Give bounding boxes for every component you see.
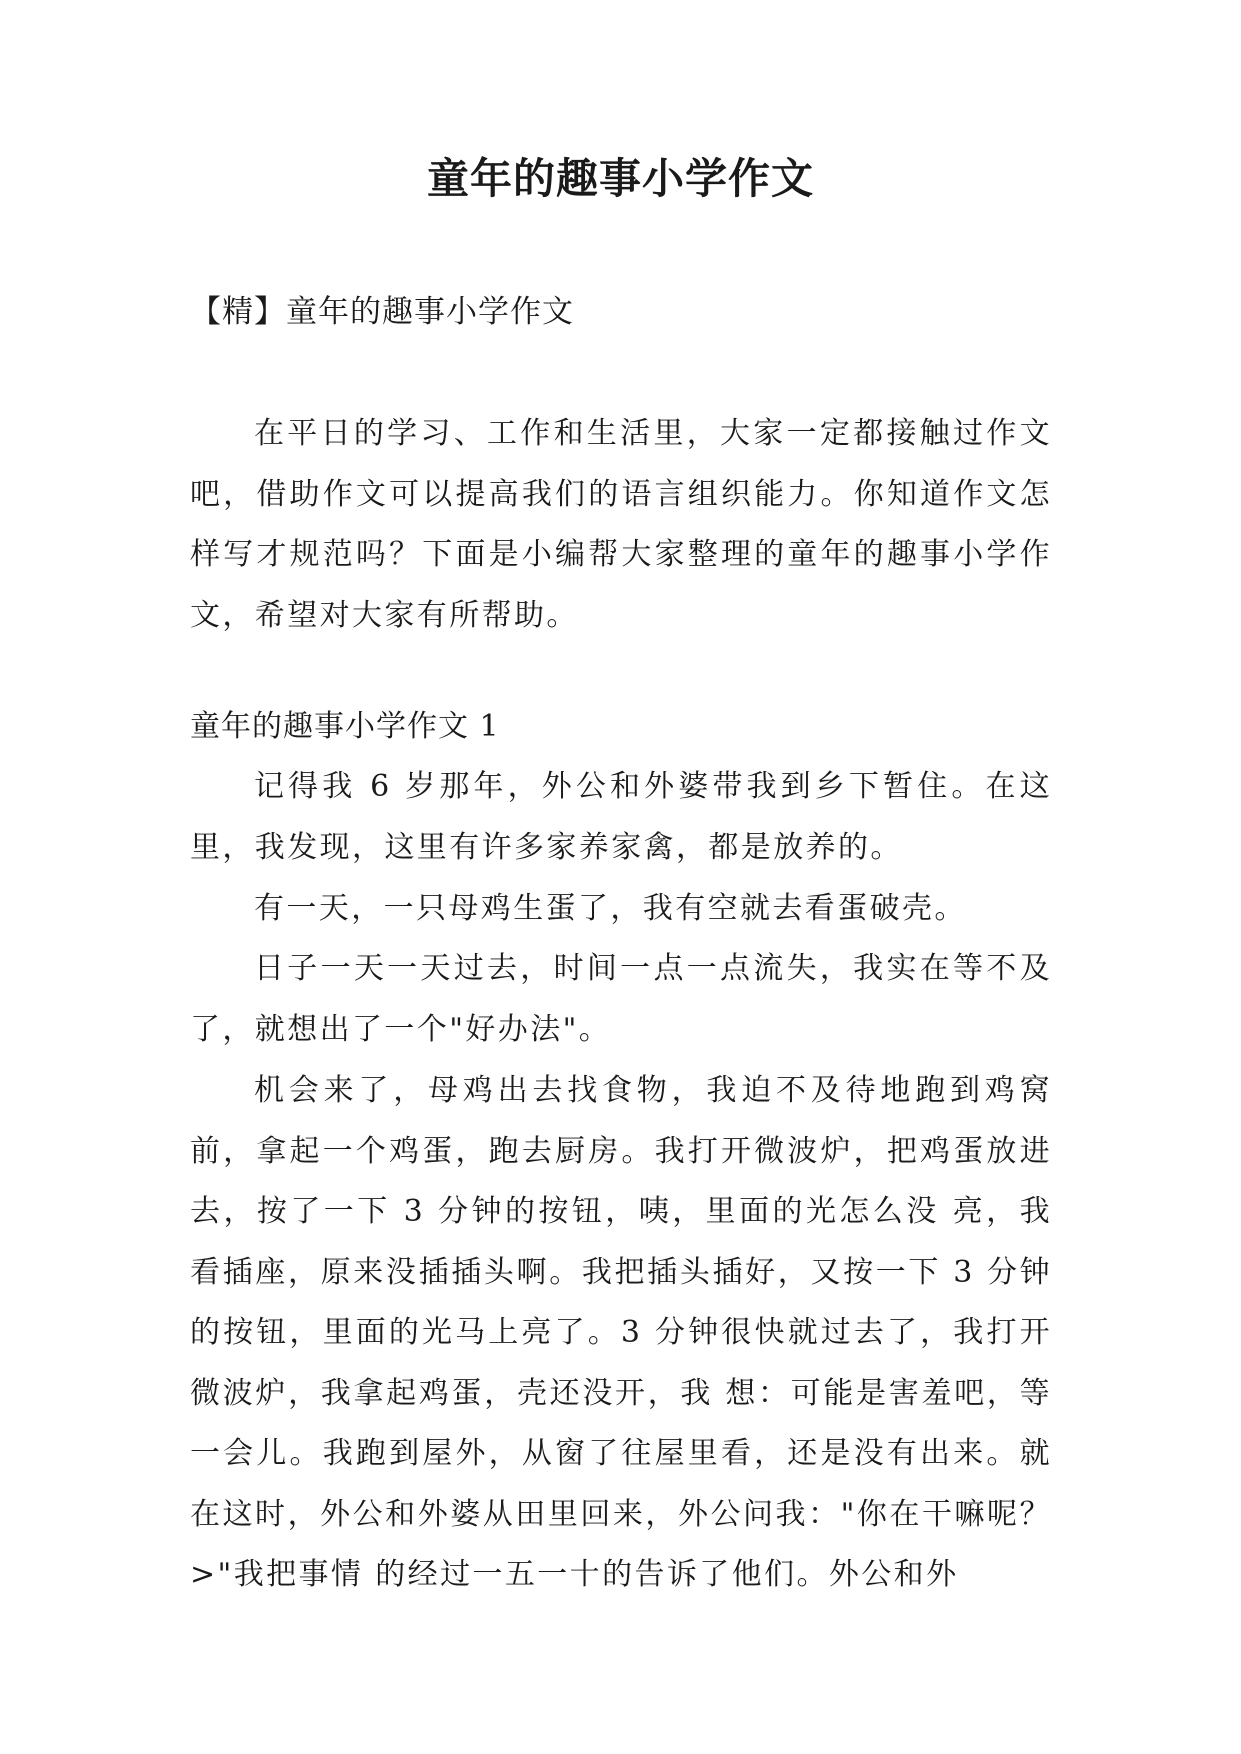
essay-paragraph: 有一天，一只母鸡生蛋了，我有空就去看蛋破壳。	[254, 891, 967, 926]
essay-paragraph: 日子一天一天过去，时间一点一点流失，我实在等不及了，就想出了一个"好办法"。	[190, 951, 1052, 1047]
essay-paragraph: 机会来了，母鸡出去找食物，我迫不及待地跑到鸡窝前，拿起一个鸡蛋，跑去厨房。我打开微波炉，把鸡蛋放进去，按了一下 3 分钟的按钮，咦，里面的光怎么没 亮，我看插座，原来没插插头啊。我把插头插好，又按一下 3 分钟的按钮，里面的光马上亮了。3 分钟很快就过去了，我打开微波炉，我拿起鸡蛋，壳还没开，我 想：可能是害羞吧，等一会儿。我跑到屋外，从窗了往屋里看，还是没有出来。就在这时，外公和外婆从田里回来，外公问我："你在干嘛呢？>"我把事情 的经过一五一十的告诉了他们。外公和外	[190, 1073, 1052, 1592]
section-heading: 童年的趣事小学作文 1	[190, 709, 500, 744]
document-subtitle: 【精】童年的趣事小学作文	[190, 294, 574, 330]
intro-paragraph: 在平日的学习、工作和生活里，大家一定都接触过作文吧，借助作文可以提高我们的语言组织能力。你知道作文怎样写才规范吗？下面是小编帮大家整理的童年的趣事小学作文，希望对大家有所帮助。	[190, 416, 1052, 633]
essay-paragraph: 记得我 6 岁那年，外公和外婆带我到乡下暂住。在这里，我发现，这里有许多家养家禽，都是放养的。	[190, 769, 1052, 865]
document-title: 童年的趣事小学作文	[426, 154, 814, 203]
